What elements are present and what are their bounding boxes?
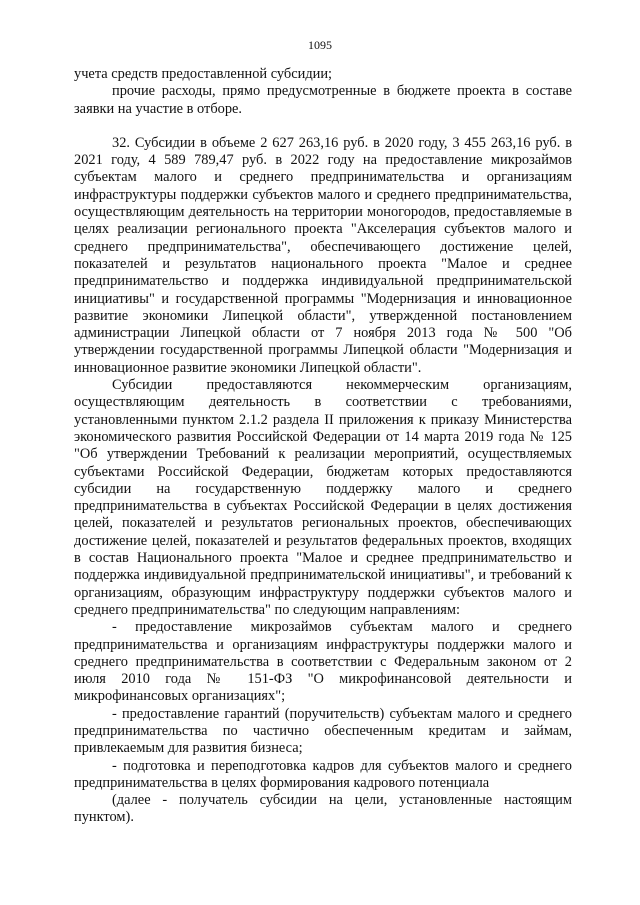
paragraph-subsidy-accounting-end: учета средств предоставленной субсидии; bbox=[74, 66, 333, 82]
document-body bbox=[74, 66, 572, 827]
paragraph-item-32: 32. Субсидии в объеме 2 627 263,16 руб. в 2020 году, 3 455 263,16 руб. в 2021 году, 4 589 789,47 руб. в 2022 году на предоставление микрозаймов субъектам малого и среднего предпринимательства и организациям инфраструктуры поддержки субъектов малого и среднего предпринимательства, осуществляющим деятельность на территории моногородов, предоставляемые в целях реализации регионального проекта "Акселерация субъектов малого и среднего предпринимательства", обеспечивающего достижение целей, показателей и результатов национального проекта "Малое и среднее предпринимательство и поддержка индивидуальной предпринимательской инициативы" и государственной программы "Модернизация и инновационное развитие экономики Липецкой области", утвержденной постановлением администрации Липецкой области от 7 ноября 2013 года № 500 "Об утверждении государственной программы Липецкой области "Модернизация и инновационное развитие экономики Липецкой области". bbox=[74, 134, 572, 376]
list-item-microloans: - предоставление микрозаймов субъектам малого и среднего предпринимательства и организациям инфраструктуры поддержки малого и среднего предпринимательства в соответствии с Федеральным законом от 2 июля 2010 года № 151-ФЗ "О микрофинансовой деятельности и микрофинансовых организациях"; bbox=[74, 619, 572, 705]
list-item-guarantees: - предоставление гарантий (поручительств) субъектам малого и среднего предпринимательства по частично обеспеченным кредитам и займам, привлекаемым для развития бизнеса; bbox=[74, 705, 572, 757]
paragraph-subsidy-recipients: Субсидии предоставляются некоммерческим организациям, осуществляющим деятельность в соответствии с требованиями, установленными пунктом 2.1.2 раздела II приложения к приказу Министерства экономического развития Российской Федерации от 14 марта 2019 года № 125 "Об утверждении Требований к реализации мероприятий, осуществляемых субъектами Российской Федерации, бюджетам которых предоставляются субсидии на государственную поддержку малого и среднего предпринимательства в субъектах Российской Федерации в целях достижения целей, показателей и результатов региональных проектов, обеспечивающих достижение целей, показателей и результатов федеральных проектов, входящих в состав Национального проекта "Малое и среднее предпринимательство и поддержка индивидуальной предпринимательской инициативы", и требований к организациям, образующим инфраструктуру поддержки субъектов малого и среднего предпринимательства" по следующим направлениям: bbox=[74, 377, 572, 618]
list-item-training: - подготовка и переподготовка кадров для субъектов малого и среднего предпринимательства в целях формирования кадрового потенциала bbox=[74, 757, 572, 791]
paragraph-other-expenses: прочие расходы, прямо предусмотренные в бюджете проекта в составе заявки на участие в отборе. bbox=[74, 83, 572, 117]
paragraph-definition: (далее - получатель субсидии на цели, установленные настоящим пунктом). bbox=[74, 792, 572, 826]
page-number: 1095 bbox=[308, 38, 332, 52]
